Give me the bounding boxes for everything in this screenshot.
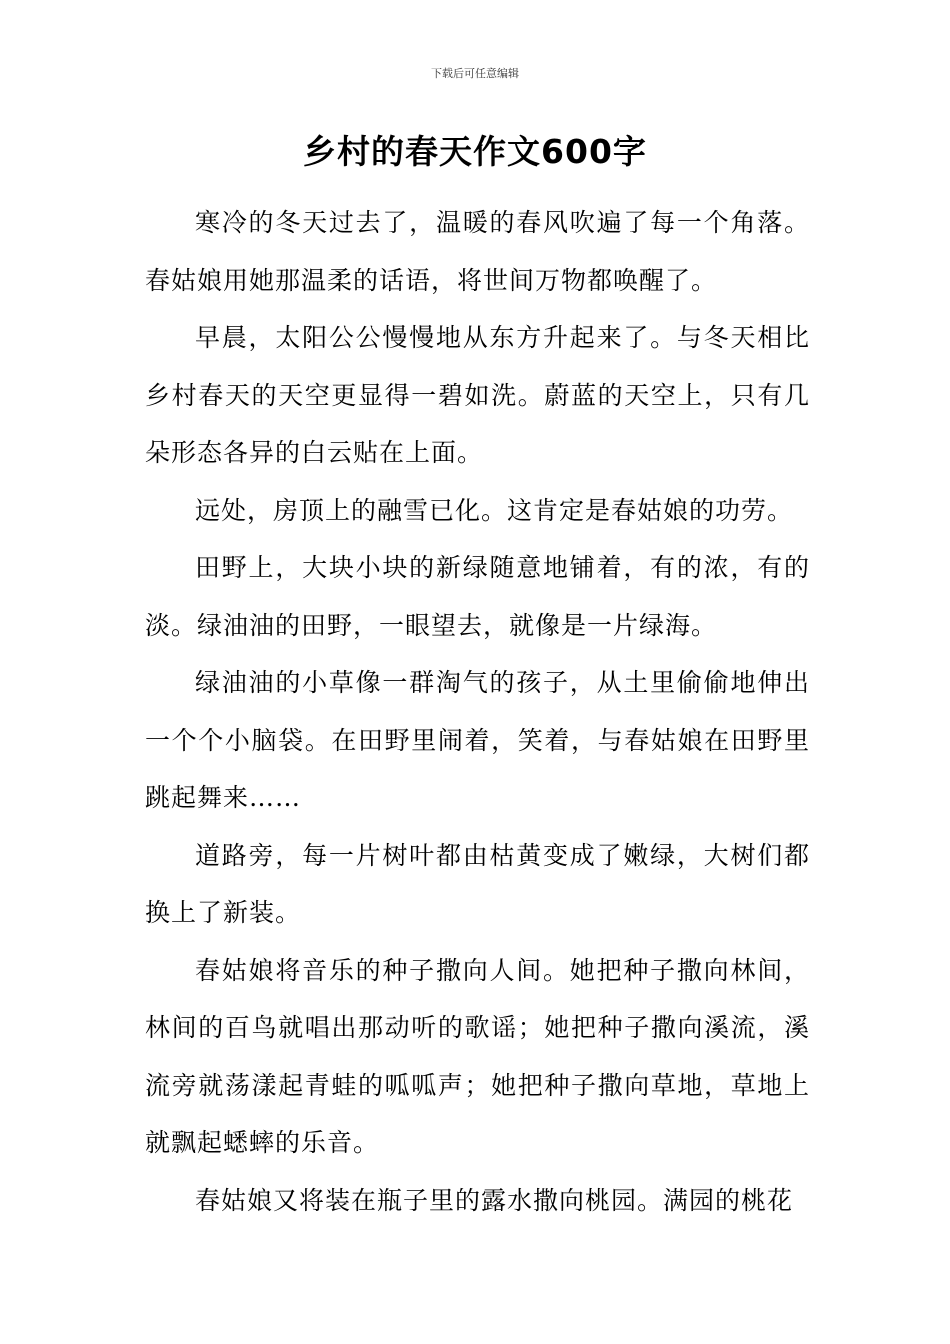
paragraph: 绿油油的小草像一群淘气的孩子，从土里偷偷地伸出一个个小脑袋。在田野里闹着，笑着，与春姑娘在田野里跳起舞来……: [145, 668, 810, 812]
paragraph: 田野上，大块小块的新绿随意地铺着，有的浓，有的淡。绿油油的田野，一眼望去，就像是一片绿海。: [145, 553, 810, 640]
paragraph: 远处，房顶上的融雪已化。这肯定是春姑娘的功劳。: [195, 495, 794, 525]
paragraph: 寒冷的冬天过去了，温暖的春风吹遍了每一个角落。春姑娘用她那温柔的话语，将世间万物都唤醒了。: [145, 208, 810, 295]
article-body: [145, 194, 810, 1229]
paragraph: 早晨，太阳公公慢慢地从东方升起来了。与冬天相比乡村春天的天空更显得一碧如洗。蔚蓝的天空上，只有几朵形态各异的白云贴在上面。: [145, 323, 810, 467]
header-note: 下载后可任意编辑: [431, 67, 519, 80]
paragraph: 春姑娘将音乐的种子撒向人间。她把种子撒向林间，林间的百鸟就唱出那动听的歌谣；她把种子撒向溪流，溪流旁就荡漾起青蛙的呱呱声；她把种子撒向草地，草地上就飘起蟋蟀的乐音。: [145, 955, 810, 1157]
paragraph: 春姑娘又将装在瓶子里的露水撒向桃园。满园的桃花: [195, 1185, 794, 1215]
page-title: 乡村的春天作文600字: [303, 132, 647, 171]
paragraph: 道路旁，每一片树叶都由枯黄变成了嫩绿，大树们都换上了新装。: [145, 840, 810, 927]
